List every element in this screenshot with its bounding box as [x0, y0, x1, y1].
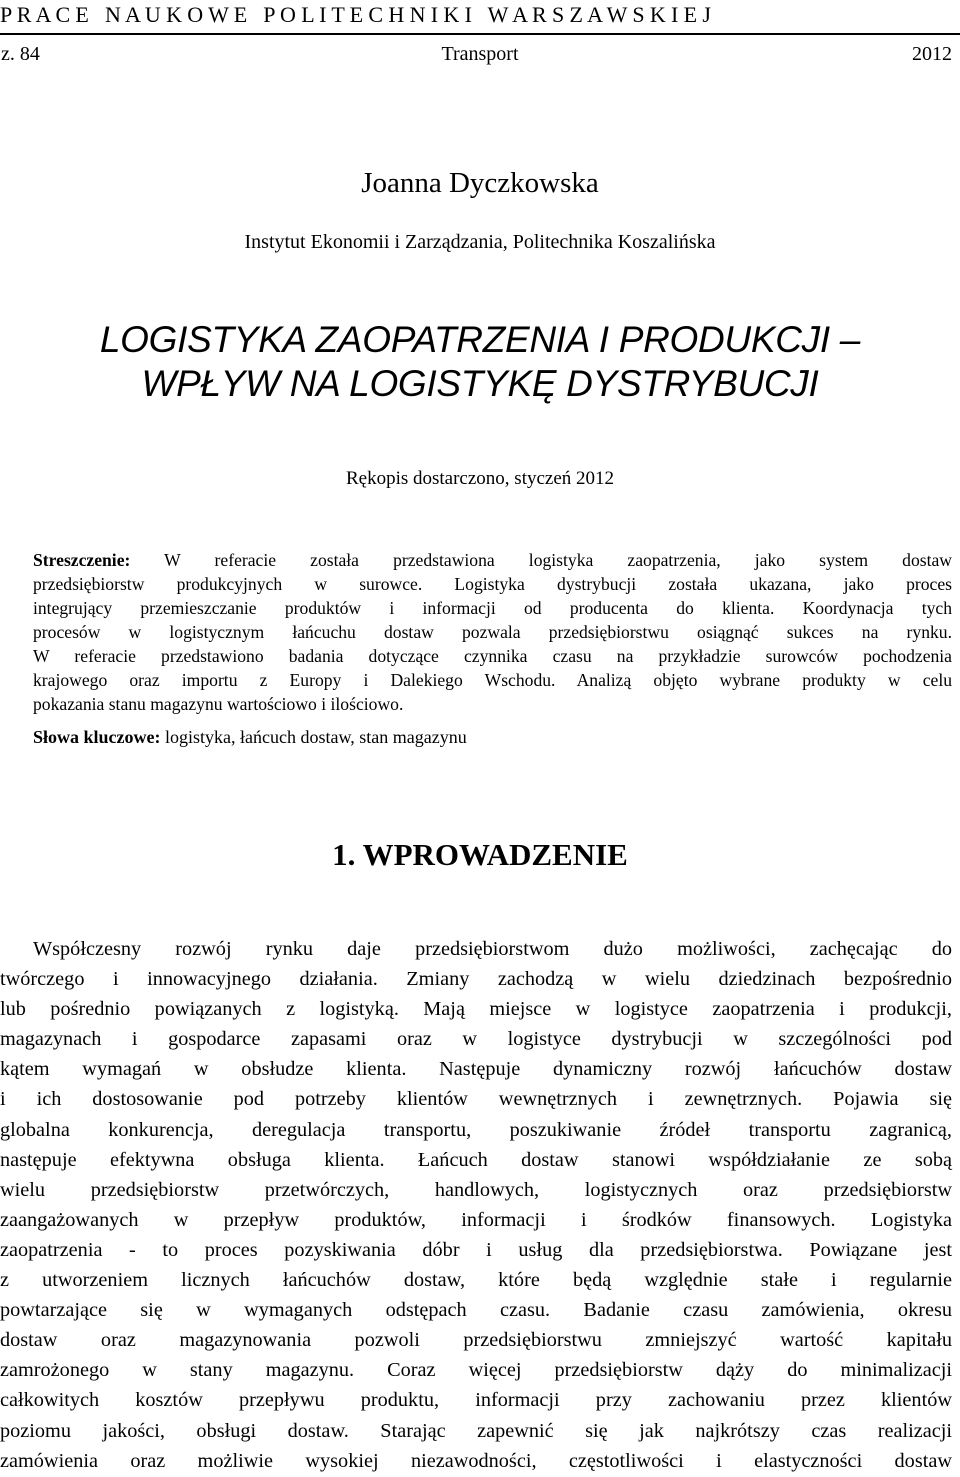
- paper-title-line: LOGISTYKA ZAOPATRZENIA I PRODUKCJI –: [99, 319, 861, 360]
- abstract-line: przedsiębiorstw produkcyjnych w surowce. Logistyka dystrybucji została ukazana, jako proces: [33, 574, 952, 594]
- body-line: powtarzające się w wymaganych odstępach czasu. Badanie czasu zamówienia, okresu: [0, 1299, 952, 1322]
- body-line: wielu przedsiębiorstw przetwórczych, handlowych, logistycznych oraz przedsiębiorstw: [0, 1178, 952, 1201]
- received-date: Rękopis dostarczono, styczeń 2012: [345, 468, 615, 489]
- section-body: [0, 934, 952, 1476]
- body-line: i ich dostosowanie pod potrzeby klientów wewnętrznych i zewnętrznych. Pojawia się: [0, 1088, 952, 1111]
- paper-title: [0, 318, 960, 406]
- author-name: Joanna Dyczkowska: [361, 167, 599, 199]
- header-rule: [0, 33, 960, 35]
- abstract-line: krajowego oraz importu z Europy i Dalekiego Wschodu. Analizą objęto wybrane produkty w celu: [33, 670, 952, 690]
- body-line: zaopatrzenia - to proces pozyskiwania dóbr i usług dla przedsiębiorstwa. Powiązane jest: [0, 1238, 952, 1261]
- body-line: następuje efektywna obsługa klienta. Łańcuch dostaw stanowi współdziałanie ze sobą: [0, 1148, 952, 1171]
- issue-number: z. 84: [1, 43, 40, 65]
- body-line: dostaw oraz magazynowania pozwoli przedsiębiorstwu zmniejszyć wartość kapitału: [0, 1329, 952, 1352]
- abstract-line: procesów w logistycznym łańcuchu dostaw pozwala przedsiębiorstwu osiągnąć sukces na rynku.: [33, 622, 952, 642]
- issue-line: [0, 40, 960, 68]
- body-line: z utworzeniem licznych łańcuchów dostaw, które będą względnie stałe i regularnie: [0, 1269, 952, 1292]
- abstract-line: [33, 548, 952, 572]
- section-heading: 1. WPROWADZENIE: [332, 837, 628, 872]
- body-line: poziomu jakości, obsługi dostaw. Starając zapewnić się jak najkrótszy czas realizacji: [0, 1419, 952, 1442]
- body-line: zaangażowanych w przepływ produktów, informacji i środków finansowych. Logistyka: [0, 1208, 952, 1231]
- series-name: Transport: [441, 43, 519, 65]
- abstract-text: W referacie została przedstawiona logistyka zaopatrzenia, jako system dostaw: [130, 550, 952, 570]
- abstract-line: pokazania stanu magazynu wartościowo i ilościowo.: [33, 694, 404, 714]
- paper-title-line: WPŁYW NA LOGISTYKĘ DYSTRYBUCJI: [141, 363, 819, 404]
- body-line: zamówienia oraz możliwie wysokiej niezawodności, częstotliwości i elastyczności dostaw: [0, 1449, 952, 1472]
- issue-year: 2012: [912, 43, 952, 65]
- body-line: lub pośrednio powiązanych z logistyką. Mają miejsce w logistyce zaopatrzenia i produkcji,: [0, 998, 952, 1021]
- body-line: globalna konkurencja, deregulacja transportu, poszukiwanie źródeł transportu zagranicą,: [0, 1118, 952, 1141]
- keywords-text: logistyka, łańcuch dostaw, stan magazynu: [160, 727, 467, 747]
- body-line: magazynach i gospodarce zapasami oraz w logistyce dystrybucji w szczególności pod: [0, 1028, 952, 1051]
- author-affiliation: Instytut Ekonomii i Zarządzania, Politechnika Koszalińska: [244, 231, 716, 253]
- keywords: [33, 724, 952, 750]
- body-line: zamrożonego w stany magazynu. Coraz więcej przedsiębiorstw dąży do minimalizacji: [0, 1359, 952, 1382]
- keywords-label: Słowa kluczowe:: [33, 727, 161, 747]
- body-line: kątem wymagań w obsłudze klienta. Następuje dynamiczny rozwój łańcuchów dostaw: [0, 1058, 952, 1081]
- body-line: Współczesny rozwój rynku daje przedsiębiorstwom dużo możliwości, zachęcając do: [33, 938, 952, 960]
- abstract-line: integrujący przemieszczanie produktów i informacji od producenta do klienta. Koordynacja tych: [33, 598, 952, 618]
- abstract-label: Streszczenie:: [33, 550, 131, 570]
- body-line: całkowitych kosztów przepływu produktu, informacji przy zachowaniu przez klientów: [0, 1389, 952, 1412]
- journal-title: P R A C E N A U K O W E P O L I T E C H N I K I W A R S Z A W S K I E J: [0, 2, 711, 27]
- body-line: twórczego i innowacyjnego działania. Zmiany zachodzą w wielu dziedzinach bezpośrednio: [0, 968, 952, 991]
- abstract-line: W referacie przedstawiono badania dotyczące czynnika czasu na przykładzie surowców pochodzenia: [33, 646, 952, 666]
- abstract: [33, 548, 952, 716]
